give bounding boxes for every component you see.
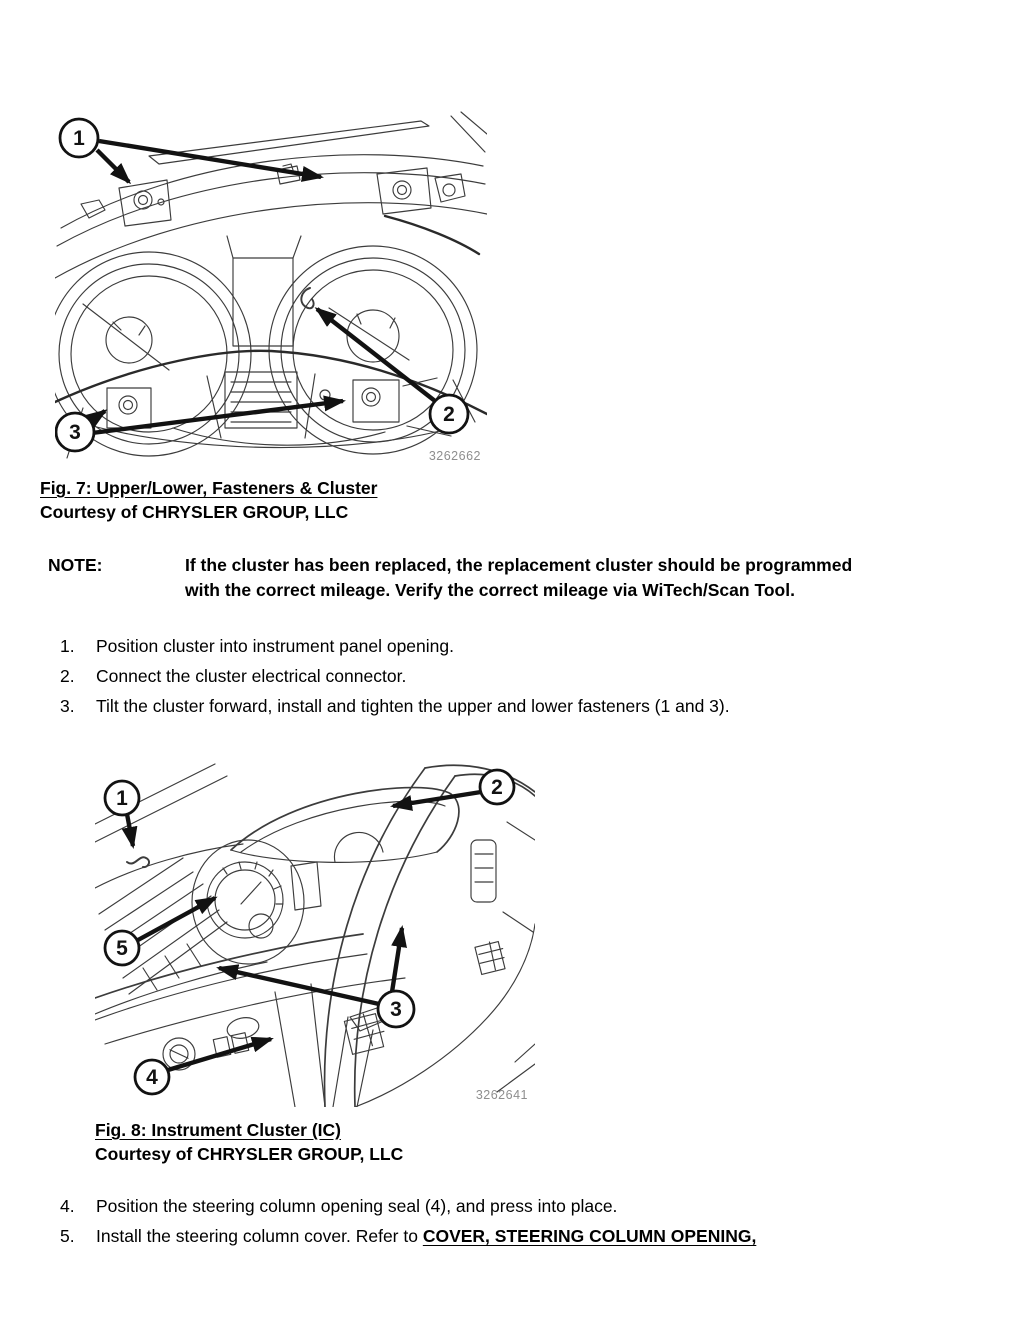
callout-5 [105, 931, 139, 965]
right-dash-lines [471, 822, 535, 1092]
instrument-cluster-drawing [95, 762, 535, 1107]
steering-wheel-lines [325, 765, 535, 1107]
callout-1 [105, 781, 139, 815]
step-5-text-before: Install the steering column cover. Refer to [96, 1226, 423, 1246]
callout-1-label: 1 [116, 787, 128, 810]
note-text [185, 553, 1015, 603]
step-row-5 [0, 1221, 1020, 1251]
note-line-2: with the correct mileage. Verify the correct mileage via WiTech/Scan Tool. [185, 580, 795, 600]
step-row-3 [0, 691, 1020, 721]
callout-3-label: 3 [390, 998, 402, 1021]
figure-7-caption-title: Fig. 7: Upper/Lower, Fasteners & Cluster [40, 478, 378, 498]
cluster-fasteners-drawing [55, 108, 487, 468]
figure-7-caption-courtesy: Courtesy of CHRYSLER GROUP, LLC [40, 502, 349, 522]
step-2-number: 2. [60, 666, 75, 686]
callout-2-label: 2 [443, 403, 455, 426]
step-5-number: 5. [60, 1226, 75, 1246]
cover-steering-column-opening-link[interactable]: COVER, STEERING COLUMN OPENING, [422, 1226, 757, 1246]
figure-8-caption-courtesy: Courtesy of CHRYSLER GROUP, LLC [95, 1144, 404, 1164]
figure-8-arrows [127, 792, 481, 1070]
figure-8-part-number: 3262641 [475, 1088, 528, 1102]
step-3-number: 3. [60, 696, 75, 716]
figure-7-image [55, 108, 487, 468]
step-4-text: Position the steering column opening seal (4), and press into place. [96, 1196, 618, 1216]
step-3-text: Tilt the cluster forward, install and tighten the upper and lower fasteners (1 and 3). [96, 696, 730, 716]
figure-8-caption-title: Fig. 8: Instrument Cluster (IC) [95, 1120, 341, 1140]
gauge-lines [192, 832, 383, 964]
callout-4-label: 4 [146, 1066, 158, 1089]
step-4-number: 4. [60, 1196, 75, 1216]
panel-top-lines [55, 112, 487, 278]
callout-1 [60, 119, 98, 157]
figure-8-image [95, 762, 535, 1107]
step-1-number: 1. [60, 636, 75, 656]
callout-5-label: 5 [116, 937, 128, 960]
figure-7-caption [40, 476, 377, 524]
hook-clip [127, 857, 149, 867]
callout-1-label: 1 [73, 127, 85, 150]
callout-3-label: 3 [69, 421, 81, 444]
step-2-text: Connect the cluster electrical connector. [96, 666, 407, 686]
step-1-text: Position cluster into instrument panel opening. [96, 636, 454, 656]
figure-7-part-number: 3262662 [428, 449, 481, 463]
step-row-1 [0, 631, 1020, 661]
callout-2 [480, 770, 514, 804]
note-line-1: If the cluster has been replaced, the replacement cluster should be programmed [185, 555, 853, 575]
callout-2 [430, 395, 468, 433]
note-label: NOTE: [48, 555, 103, 575]
figure-8-caption [95, 1118, 403, 1166]
callout-4 [135, 1060, 169, 1094]
step-row-4 [0, 1191, 1020, 1221]
callout-2-label: 2 [491, 776, 503, 799]
step-row-2 [0, 661, 1020, 691]
cluster-gauges-lines [55, 236, 477, 456]
step-5-text [96, 1221, 756, 1251]
callout-3 [56, 413, 94, 451]
callout-3 [378, 991, 414, 1027]
